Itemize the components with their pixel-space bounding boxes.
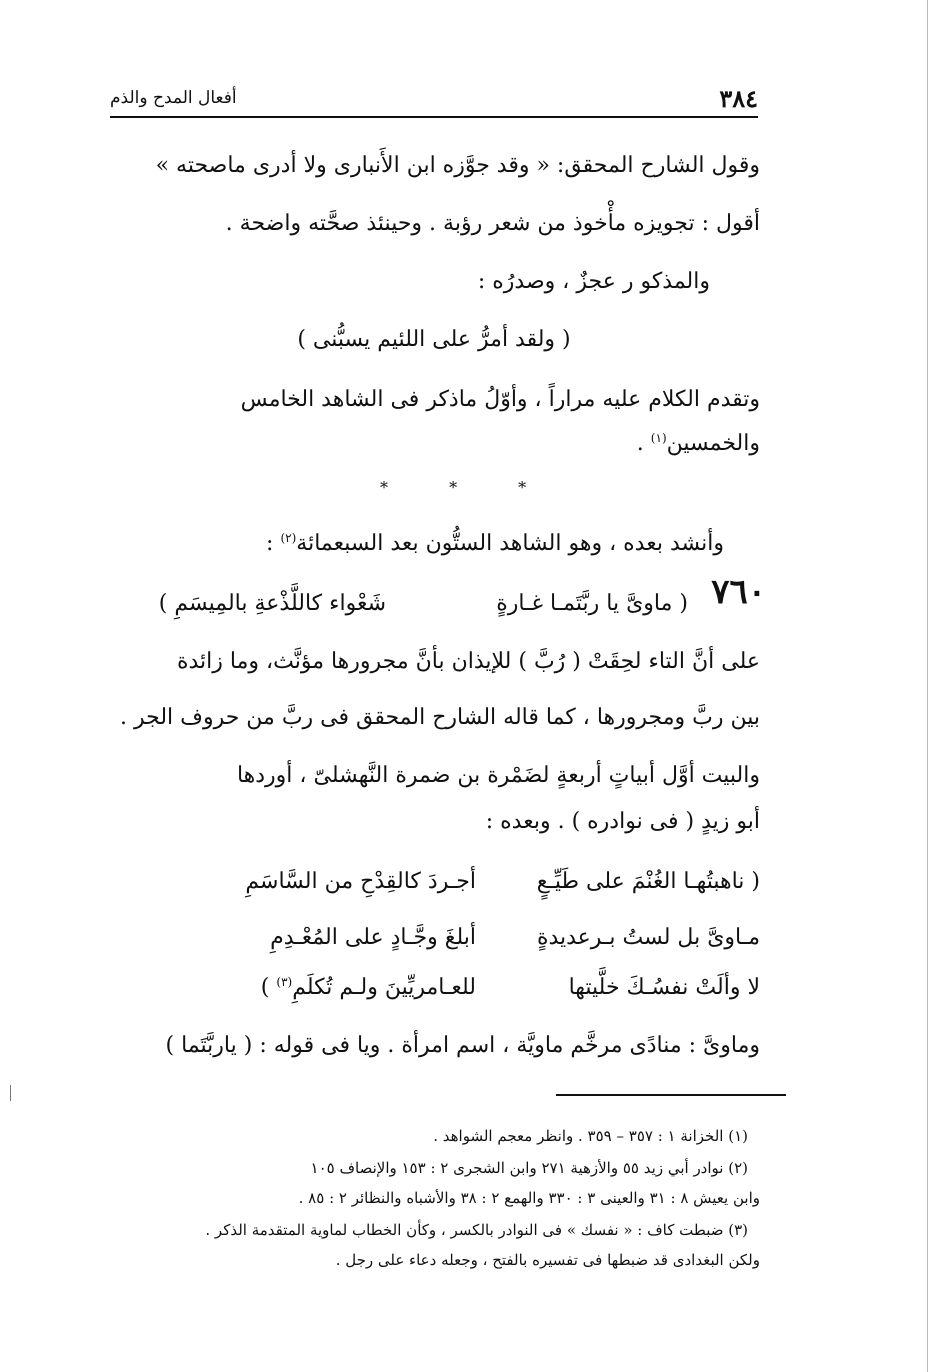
verse-text: ) — [260, 975, 270, 1000]
body-line: وقول الشارح المحقق: « وقد جوَّزه ابن الأَنبارى ولا أدرى ماصحته » — [155, 153, 760, 178]
page-header — [110, 84, 758, 112]
body-line: وتقدم الكلام عليه مراراً ، وأوّلُ ماذكر فى الشاهد الخامس — [240, 387, 760, 412]
footnote: (١) الخزانة ١ : ٣٥٧ – ٣٥٩ . وانظر معجم الشواهد . — [433, 1127, 748, 1145]
footnote-rule — [556, 1094, 786, 1096]
body-text: وأنشد بعده ، وهو الشاهد الستُّون بعد السبعمائة — [296, 531, 724, 556]
footnote-ref: (٣) — [276, 975, 293, 989]
verse-hemistich: ( ناهبتُهـا الغُنْمَ على طَيِّـعٍ — [536, 869, 760, 894]
verse-hemistich: لا وألَتْ نفسُـكَ خلَّيتها — [568, 975, 760, 1000]
verse-number: ٧٦٠ — [711, 572, 766, 612]
body-line: والبيت أوَّل أبياتٍ أربعةٍ لضَمْرة بن ضمرة النَّهشلىّ ، أوردها — [236, 763, 760, 788]
body-line: أقول : تجويزه مأْخوذ من شعر رؤبة . وحينئذ صحَّته واضحة . — [225, 211, 760, 236]
body-text: : — [266, 531, 274, 556]
body-line: بين ربَّ ومجرورها ، كما قاله الشارح المحقق فى ربَّ من حروف الجر . — [120, 705, 760, 730]
page-number: ٣٨٤ — [719, 84, 758, 113]
scan-mark — [10, 1085, 11, 1101]
body-text: والخمسين — [666, 431, 760, 456]
body-line — [637, 428, 760, 460]
header-rule — [110, 116, 758, 118]
verse-hemistich: أجـردَ كالقِدْحِ من السَّاسَمِ — [245, 869, 476, 894]
body-text: . — [636, 431, 644, 456]
footnote: ولكن البغدادى قد ضبطها فى تفسيره بالفتح ، وجعله دعاء على رجل . — [335, 1251, 760, 1269]
body-line: وماوىَّ : منادًى مرخَّم ماويَّة ، اسم امرأة . ويا فى قوله : ( ياربَّتَما ) — [165, 1033, 760, 1058]
footnote: وابن يعيش ٨ : ٣١ والعينى ٣ : ٣٣٠ والهمع ٢ : ٣٨ والأشباه والنظائر ٢ : ٨٥ . — [298, 1189, 760, 1207]
footnote-ref: (٢) — [280, 531, 297, 545]
scan-edge-line — [927, 0, 928, 1372]
body-line — [266, 528, 724, 560]
body-line: أبو زيدٍ ( فى نوادره ) . وبعده : — [485, 809, 760, 834]
verse-hemistich: شَعْواء كاللَّذْعةِ بالمِيسَمِ ) — [158, 591, 386, 616]
body-line: على أنَّ التاء لحِقَتْ ( رُبَّ ) للإيذان بأنَّ مجرورها مؤنَّث، وما زائدة — [176, 649, 760, 674]
footnote: (٢) نوادر أبي زيد ٥٥ والأزهية ٢٧١ وابن الشجرى ٢ : ١٥٣ والإنصاف ١٠٥ — [310, 1159, 748, 1177]
hemistich-quote: ( ولقد أمرُّ على اللئيم يسبُّنى ) — [297, 327, 571, 352]
verse-hemistich: أبلغَ وجَّـادٍ على المُعْـدِمِ — [270, 925, 476, 950]
footnote: (٣) ضبطت كاف : « نفسك » فى النوادر بالكسر ، وكأن الخطاب لماوية المتقدمة الذكر . — [205, 1221, 748, 1239]
running-title: أفعال المدح والذم — [110, 88, 237, 108]
footnote-ref: (١) — [650, 431, 667, 445]
verse-hemistich — [261, 972, 476, 1004]
verse-hemistich: ( ماوىَّ يا ربَّتَمـا غـارةٍ — [496, 591, 688, 616]
body-line: والمذكو ر عجزٌ ، وصدرُه : — [477, 269, 710, 294]
verse-text: للعـامريِّينَ ولـم تُكلَمِ — [292, 975, 476, 1000]
section-divider: * * * — [380, 478, 555, 497]
verse-hemistich: مـاوىَّ بل لستُ بـرعديدةٍ — [536, 925, 760, 950]
